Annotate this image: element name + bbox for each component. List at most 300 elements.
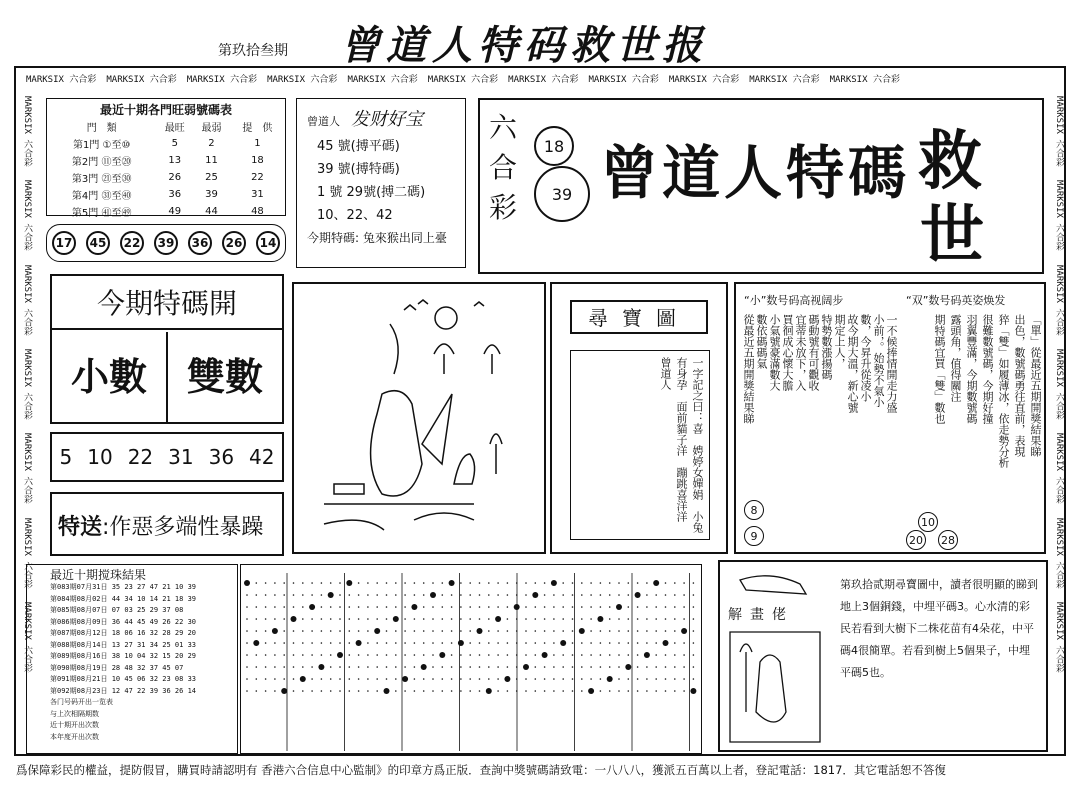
grid-dot <box>674 654 676 656</box>
grid-dot <box>553 594 555 596</box>
grid-dot <box>432 618 434 620</box>
grid-dot <box>386 606 388 608</box>
grid-dot <box>395 630 397 632</box>
grid-dot <box>404 666 406 668</box>
lucky-ball: 17 <box>52 231 76 255</box>
banner-big-title: 曾道人特碼 <box>600 139 911 207</box>
grid-dot <box>358 690 360 692</box>
marquee-unit: MARKSIX 六合彩 <box>668 75 740 85</box>
grid-dot <box>618 582 620 584</box>
grid-dot <box>674 630 676 632</box>
grid-dot <box>553 678 555 680</box>
analysis-column-double: 很難數號碼，今期好撞 <box>981 314 994 424</box>
recommended-number: 22 <box>127 445 154 469</box>
grid-dot <box>683 594 685 596</box>
table-cell: 48 <box>251 206 264 217</box>
tree-icon <box>434 344 500 374</box>
send-text: :作惡多端性暴躁 <box>102 515 264 540</box>
grid-dot <box>600 678 602 680</box>
grid-dot <box>339 678 341 680</box>
grid-dot <box>404 582 406 584</box>
cloud-icon <box>390 324 398 374</box>
grid-dot <box>274 582 276 584</box>
grid-dot <box>395 654 397 656</box>
grid-dot <box>349 606 351 608</box>
grid-dot <box>330 606 332 608</box>
results-row: 各门号码开出一览表 <box>50 698 113 706</box>
grid-dot <box>293 654 295 656</box>
grid-dot <box>609 618 611 620</box>
grid-dot <box>693 630 695 632</box>
grid-dot <box>404 690 406 692</box>
table-cell: 49 <box>168 206 182 217</box>
grid-dot <box>302 618 304 620</box>
grid-dot <box>283 630 285 632</box>
analysis-heading-double: “双”数号码英姿焕发 <box>906 294 1006 307</box>
grid-dot <box>321 678 323 680</box>
grid-dot <box>291 616 297 622</box>
zdr-special: 今期特碼: 兔來猴出同上臺 <box>307 231 447 245</box>
grid-dot <box>283 606 285 608</box>
grid-dot <box>265 582 267 584</box>
footer-notice: 爲保障彩民的權益，提防假冒，購買時請認明有 香港六合信息中心監制》的印章方爲正版．查詢中獎號碼請致電：一八八八，獲派五百萬以上者，登記電話：1817．其它電話恕不答復 <box>16 763 946 777</box>
grid-dot <box>486 688 492 694</box>
grid-dot <box>562 690 564 692</box>
grid-dot <box>590 582 592 584</box>
grid-dot <box>646 582 648 584</box>
grid-dot <box>339 606 341 608</box>
grid-dot <box>423 630 425 632</box>
grid-dot <box>469 690 471 692</box>
zdr-line-1: 45 號(搏平碼) <box>317 139 400 154</box>
grid-dot <box>693 618 695 620</box>
grid-dot <box>683 582 685 584</box>
grid-dot <box>395 666 397 668</box>
grid-dot <box>609 582 611 584</box>
grid-dot <box>432 666 434 668</box>
marquee-unit: MARKSIX 六合彩 <box>1054 180 1064 251</box>
grid-dot <box>562 666 564 668</box>
grid-dot <box>246 594 248 596</box>
grid-dot <box>404 594 406 596</box>
grid-dot <box>256 594 258 596</box>
analysis-column-small: 故今期大溫，新心號 <box>846 314 859 413</box>
grid-dot <box>572 690 574 692</box>
grid-dot <box>402 676 408 682</box>
grid-dot <box>274 678 276 680</box>
grid-dot <box>460 582 462 584</box>
grid-dot <box>544 678 546 680</box>
table-cell: 第3門 ㉑至㉚ <box>71 174 132 185</box>
newspaper-title: 曾道人特码救世报 <box>340 22 708 69</box>
grid-dot <box>460 606 462 608</box>
grid-dot <box>423 678 425 680</box>
grid-dot <box>442 594 444 596</box>
marquee-unit: MARKSIX 六合彩 <box>1054 602 1064 673</box>
grid-dot <box>349 654 351 656</box>
grid-dot <box>414 582 416 584</box>
grid-dot <box>497 606 499 608</box>
grid-dot <box>274 618 276 620</box>
grid-dot <box>356 640 362 646</box>
grid-dot <box>265 606 267 608</box>
grid-dot <box>451 594 453 596</box>
grid-dot <box>581 690 583 692</box>
grid-dot <box>423 690 425 692</box>
grid-dot <box>265 690 267 692</box>
grid-dot <box>553 630 555 632</box>
grid-dot <box>293 690 295 692</box>
grid-dot <box>376 678 378 680</box>
grid-dot <box>544 690 546 692</box>
grid-dot <box>430 592 436 598</box>
grid-dot <box>562 606 564 608</box>
grid-dot <box>274 594 276 596</box>
banner-jiu: 救 <box>918 124 982 199</box>
grid-dot <box>618 678 620 680</box>
grid-dot <box>384 688 390 694</box>
grid-dot <box>562 594 564 596</box>
grid-dot <box>646 666 648 668</box>
grid-dot <box>246 666 248 668</box>
grid-dot <box>386 678 388 680</box>
grid-dot <box>311 594 313 596</box>
zdr-line-3: 1 號 29號(搏二碼) <box>317 185 426 200</box>
grid-dot <box>535 678 537 680</box>
grid-dot <box>535 642 537 644</box>
grid-dot <box>562 618 564 620</box>
grid-dot <box>581 666 583 668</box>
grid-dot <box>318 664 324 670</box>
banner-shi: 世 <box>920 198 984 273</box>
grid-dot <box>579 628 585 634</box>
analysis-heading-small: “小”数号码高视阔步 <box>744 294 844 307</box>
banner-ball-1: 18 <box>534 126 574 166</box>
grid-dot <box>488 606 490 608</box>
results-row: 第084期08月02日 44 34 10 14 21 18 39 <box>50 594 197 603</box>
marquee-unit: MARKSIX 六合彩 <box>1054 264 1064 336</box>
analysis-column-small: 數，今昇升從凌小 <box>859 314 872 402</box>
grid-dot <box>376 582 378 584</box>
grid-dot <box>683 678 685 680</box>
grid-dot <box>274 606 276 608</box>
numbers-box <box>50 432 284 482</box>
grid-dot <box>432 582 434 584</box>
grid-dot <box>367 618 369 620</box>
analysis-column-small: 小前，。始勢不氣小 <box>872 314 885 408</box>
grid-dot <box>469 654 471 656</box>
grid-dot <box>330 618 332 620</box>
issue-number: 第玖拾叁期 <box>218 43 288 59</box>
grid-dot <box>655 642 657 644</box>
table-column-header: 門 類 <box>86 123 117 134</box>
results-row: 第090期08月19日 28 48 32 37 45 07 <box>50 663 184 672</box>
grid-dot <box>479 678 481 680</box>
grid-dot <box>628 642 630 644</box>
top-marquee <box>26 72 1056 88</box>
grid-dot <box>376 690 378 692</box>
grid-dot <box>293 594 295 596</box>
grid-dot <box>479 594 481 596</box>
grid-dot <box>442 618 444 620</box>
grid-dot <box>551 580 557 586</box>
grid-dot <box>637 606 639 608</box>
grid-dot <box>283 678 285 680</box>
grid-dot <box>302 654 304 656</box>
grid-dot <box>265 618 267 620</box>
grid-dot <box>423 642 425 644</box>
grid-dot <box>460 690 462 692</box>
circled-number: 9 <box>744 526 764 546</box>
grid-dot <box>553 618 555 620</box>
lady-figure-icon <box>371 391 422 496</box>
table-cell: 11 <box>205 155 218 166</box>
grid-dot <box>367 630 369 632</box>
grid-dot <box>665 606 667 608</box>
grid-dot <box>367 582 369 584</box>
grid-dot <box>469 594 471 596</box>
grid-dot <box>246 690 248 692</box>
rabbit-icon <box>454 454 475 484</box>
grid-dot <box>581 618 583 620</box>
grid-dot <box>635 592 641 598</box>
grid-dot <box>451 630 453 632</box>
table-row <box>47 203 285 220</box>
grid-dot <box>665 582 667 584</box>
grid-dot <box>683 606 685 608</box>
marquee-unit: MARKSIX 六合彩 <box>508 75 579 85</box>
grid-dot <box>544 642 546 644</box>
grid-dot <box>590 594 592 596</box>
results-grid-box <box>240 564 702 754</box>
results-row: 第088期08月14日 13 27 31 34 25 01 33 <box>50 640 197 649</box>
grid-dot <box>544 630 546 632</box>
grid-dot <box>469 678 471 680</box>
grid-dot <box>404 618 406 620</box>
grid-dot <box>311 690 313 692</box>
grid-dot <box>562 654 564 656</box>
grid-dot <box>432 690 434 692</box>
zdr-label: 曾道人 <box>307 115 340 128</box>
table-cell: 2 <box>208 138 215 149</box>
grid-dot <box>628 690 630 692</box>
grid-dot <box>246 606 248 608</box>
grid-dot <box>535 618 537 620</box>
analysis-column-small: 碼動號有可觀收 <box>807 314 820 391</box>
table-cell: 25 <box>205 172 218 183</box>
table-cell: 31 <box>251 189 264 200</box>
grid-dot <box>256 630 258 632</box>
grid-dot <box>655 606 657 608</box>
grid-dot <box>346 580 352 586</box>
grid-dot <box>460 618 462 620</box>
grid-dot <box>507 606 509 608</box>
marquee-unit: MARKSIX 六合彩 <box>1054 96 1064 167</box>
grid-dot <box>330 630 332 632</box>
results-row: 第086期08月09日 36 44 45 49 26 22 30 <box>50 617 197 626</box>
results-row: 第089期08月16日 38 10 04 32 15 20 29 <box>50 652 197 660</box>
grid-dot <box>562 678 564 680</box>
table-cell: 第1門 ①至⑩ <box>72 140 131 151</box>
grid-dot <box>414 666 416 668</box>
grid-dot <box>246 630 248 632</box>
results-row: 第085期08月07日 07 03 25 29 37 08 <box>50 606 184 614</box>
grid-dot <box>655 678 657 680</box>
grid-dot <box>535 654 537 656</box>
analysis-column-double: 羽翼豐滿，今期數號碼 <box>965 314 978 424</box>
grid-dot <box>488 582 490 584</box>
grid-dot <box>283 594 285 596</box>
grid-dot <box>693 606 695 608</box>
grid-dot <box>507 690 509 692</box>
grid-dot <box>395 606 397 608</box>
grid-dot <box>460 594 462 596</box>
grid-dot <box>535 606 537 608</box>
lucky-ball: 39 <box>154 231 178 255</box>
grid-dot <box>693 678 695 680</box>
grid-dot <box>590 618 592 620</box>
grid-dot <box>358 594 360 596</box>
grid-dot <box>553 642 555 644</box>
grid-dot <box>283 582 285 584</box>
table-cell: 1 <box>254 138 261 149</box>
grid-dot <box>256 690 258 692</box>
results-title: 最近十期搅珠結果 <box>50 568 147 582</box>
grid-dot <box>674 666 676 668</box>
grid-dot <box>488 678 490 680</box>
grid-dot <box>469 630 471 632</box>
recommended-number: 5 <box>59 445 73 469</box>
grid-dot <box>693 654 695 656</box>
circled-number: 20 <box>906 530 926 550</box>
analysis-column-small: 數依碼碼氣 <box>755 314 768 369</box>
results-grid-svg <box>241 565 701 753</box>
grid-dot <box>302 630 304 632</box>
grid-dot <box>535 666 537 668</box>
grid-dot <box>628 606 630 608</box>
grid-dot <box>609 666 611 668</box>
lucky-ball: 36 <box>188 231 212 255</box>
grid-dot <box>253 640 259 646</box>
grid-dot <box>451 618 453 620</box>
grid-dot <box>618 642 620 644</box>
grid-dot <box>693 594 695 596</box>
grid-dot <box>525 630 527 632</box>
grid-dot <box>274 666 276 668</box>
grid-dot <box>311 666 313 668</box>
grid-dot <box>665 678 667 680</box>
grid-dot <box>442 642 444 644</box>
treasure-scroll: 一字記之曰：喜 娉婷女嬋娟 小兔有身孕 面前貓子洋 蹦跳喜洋洋 曾道人 <box>570 350 710 540</box>
grid-dot <box>618 594 620 596</box>
grid-dot <box>349 690 351 692</box>
grid-dot <box>339 618 341 620</box>
grid-dot <box>330 690 332 692</box>
grid-dot <box>572 666 574 668</box>
banner-liuhecai: 六合彩 <box>488 111 517 224</box>
table-column-header: 最旺 <box>164 123 185 134</box>
grid-dot <box>460 666 462 668</box>
grid-dot <box>600 666 602 668</box>
grid-dot <box>367 654 369 656</box>
special-open-title: 今期特碼開 <box>52 278 282 330</box>
grid-dot <box>321 594 323 596</box>
grid-dot <box>544 666 546 668</box>
grid-dot <box>349 618 351 620</box>
grid-dot <box>646 594 648 596</box>
grid-dot <box>665 594 667 596</box>
marquee-unit: MARKSIX 六合彩 <box>22 264 32 336</box>
grid-dot <box>330 654 332 656</box>
grid-dot <box>256 606 258 608</box>
grid-dot <box>283 666 285 668</box>
grid-dot <box>488 618 490 620</box>
grid-dot <box>488 666 490 668</box>
analysis-column-double: 猝「雙」如履薄冰，依走勢分析 <box>997 314 1010 468</box>
grid-dot <box>274 690 276 692</box>
grid-dot <box>395 690 397 692</box>
grid-dot <box>265 666 267 668</box>
grid-dot <box>300 676 306 682</box>
illustration-svg <box>294 284 544 552</box>
grid-dot <box>423 594 425 596</box>
grid-dot <box>590 678 592 680</box>
ground-icon <box>324 484 474 504</box>
grid-dot <box>674 618 676 620</box>
grid-dot <box>376 666 378 668</box>
grid-dot <box>674 642 676 644</box>
grid-dot <box>414 690 416 692</box>
grid-dot <box>293 606 295 608</box>
grid-dot <box>618 690 620 692</box>
grid-dot <box>330 666 332 668</box>
grid-dot <box>367 594 369 596</box>
analysis-column-small: 從最近五期開獎結果睇 <box>742 314 755 424</box>
grid-dot <box>616 604 622 610</box>
grid-dot <box>469 606 471 608</box>
grid-dot <box>637 678 639 680</box>
table-cell: 26 <box>168 172 182 183</box>
solve-text: 第玖拾贰期尋寶圖中，讀者很明顯的睇到地上3個銅錢，中埋平碼3。心水清的彩民若看到大樹下二株花苗有4朵花，中平碼4很簡單。若看到樹上5個果子，中埋平碼5也。 <box>840 578 1038 679</box>
grid-dot <box>683 690 685 692</box>
analysis-column-double: 「單」從最近五期開獎結果睇 <box>1029 314 1042 457</box>
grid-dot <box>386 666 388 668</box>
grid-dot <box>321 582 323 584</box>
grid-dot <box>414 630 416 632</box>
table-cell: 36 <box>168 189 182 200</box>
special-send-box <box>50 492 284 556</box>
grid-dot <box>293 666 295 668</box>
grid-dot <box>618 654 620 656</box>
grid-dot <box>628 678 630 680</box>
grid-dot <box>628 630 630 632</box>
results-row: 近十期开出次数 <box>50 721 99 729</box>
grid-dot <box>442 630 444 632</box>
grid-dot <box>600 594 602 596</box>
strength-table-box <box>46 98 286 219</box>
table-cell: 22 <box>251 172 264 183</box>
grid-dot <box>376 654 378 656</box>
solve-illustration <box>720 562 830 748</box>
grid-dot <box>644 652 650 658</box>
grid-dot <box>609 642 611 644</box>
grid-dot <box>442 678 444 680</box>
grid-dot <box>386 630 388 632</box>
grid-dot <box>637 666 639 668</box>
grid-dot <box>432 678 434 680</box>
grid-dot <box>256 582 258 584</box>
grid-dot <box>386 582 388 584</box>
